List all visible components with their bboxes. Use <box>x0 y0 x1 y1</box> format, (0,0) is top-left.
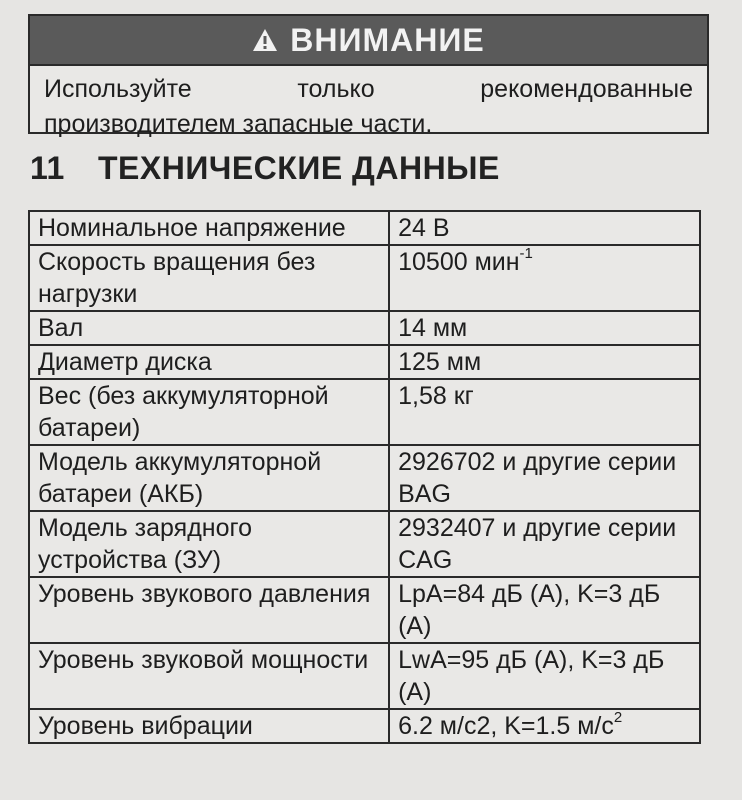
spec-value-text: 2932407 и другие серии CAG <box>398 514 677 574</box>
spec-param: Диаметр диска <box>29 345 389 379</box>
table-row <box>29 577 700 643</box>
warning-text: Используйте только рекомендованные производителем запасные части. <box>44 75 693 138</box>
spec-param: Номинальное напряжение <box>29 211 389 245</box>
spec-value-text: LpA=84 дБ (A), K=3 дБ (A) <box>398 580 661 640</box>
spec-value-text: LwA=95 дБ (A), K=3 дБ (A) <box>398 646 665 706</box>
warning-triangle-icon <box>252 28 278 52</box>
spec-value-text: 1,58 кг <box>398 382 474 410</box>
specs-table-body <box>29 211 700 743</box>
table-row <box>29 643 700 709</box>
section-heading <box>30 150 500 187</box>
spec-value <box>389 511 700 577</box>
spec-value-text: 14 мм <box>398 314 468 342</box>
spec-value-text: 2926702 и другие серии BAG <box>398 448 677 508</box>
section-title: ТЕХНИЧЕСКИЕ ДАННЫЕ <box>98 150 500 186</box>
table-row <box>29 345 700 379</box>
spec-value-text: 10500 мин <box>398 248 520 276</box>
spec-value <box>389 245 700 311</box>
warning-header <box>30 16 707 66</box>
table-row <box>29 311 700 345</box>
spec-value <box>389 311 700 345</box>
warning-title: ВНИМАНИЕ <box>290 21 485 58</box>
spec-value <box>389 211 700 245</box>
spec-value <box>389 445 700 511</box>
spec-value <box>389 643 700 709</box>
table-row <box>29 709 700 743</box>
spec-value <box>389 345 700 379</box>
spec-value-superscript: 2 <box>613 708 623 726</box>
spec-param: Уровень звуковой мощности <box>29 643 389 709</box>
spec-value-text: 6.2 м/с2, K=1.5 м/с <box>398 712 614 740</box>
spec-value <box>389 379 700 445</box>
table-row <box>29 245 700 311</box>
spec-value-text: 125 мм <box>398 348 482 376</box>
table-row <box>29 211 700 245</box>
spec-param: Уровень звукового давления <box>29 577 389 643</box>
table-row <box>29 445 700 511</box>
spec-param: Модель зарядного устройства (ЗУ) <box>29 511 389 577</box>
spec-param: Скорость вращения без нагрузки <box>29 245 389 311</box>
section-number: 11 <box>30 150 65 186</box>
spec-value-superscript: -1 <box>519 244 533 262</box>
spec-param: Уровень вибрации <box>29 709 389 743</box>
spec-param: Вес (без аккумуляторной батареи) <box>29 379 389 445</box>
warning-box <box>28 14 709 138</box>
table-row <box>29 511 700 577</box>
spec-param: Модель аккумуляторной батареи (АКБ) <box>29 445 389 511</box>
spec-value <box>389 577 700 643</box>
specs-table <box>28 210 701 744</box>
spec-param: Вал <box>29 311 389 345</box>
table-row <box>29 379 700 445</box>
spec-value <box>389 709 700 743</box>
spec-value-text: 24 В <box>398 214 450 242</box>
